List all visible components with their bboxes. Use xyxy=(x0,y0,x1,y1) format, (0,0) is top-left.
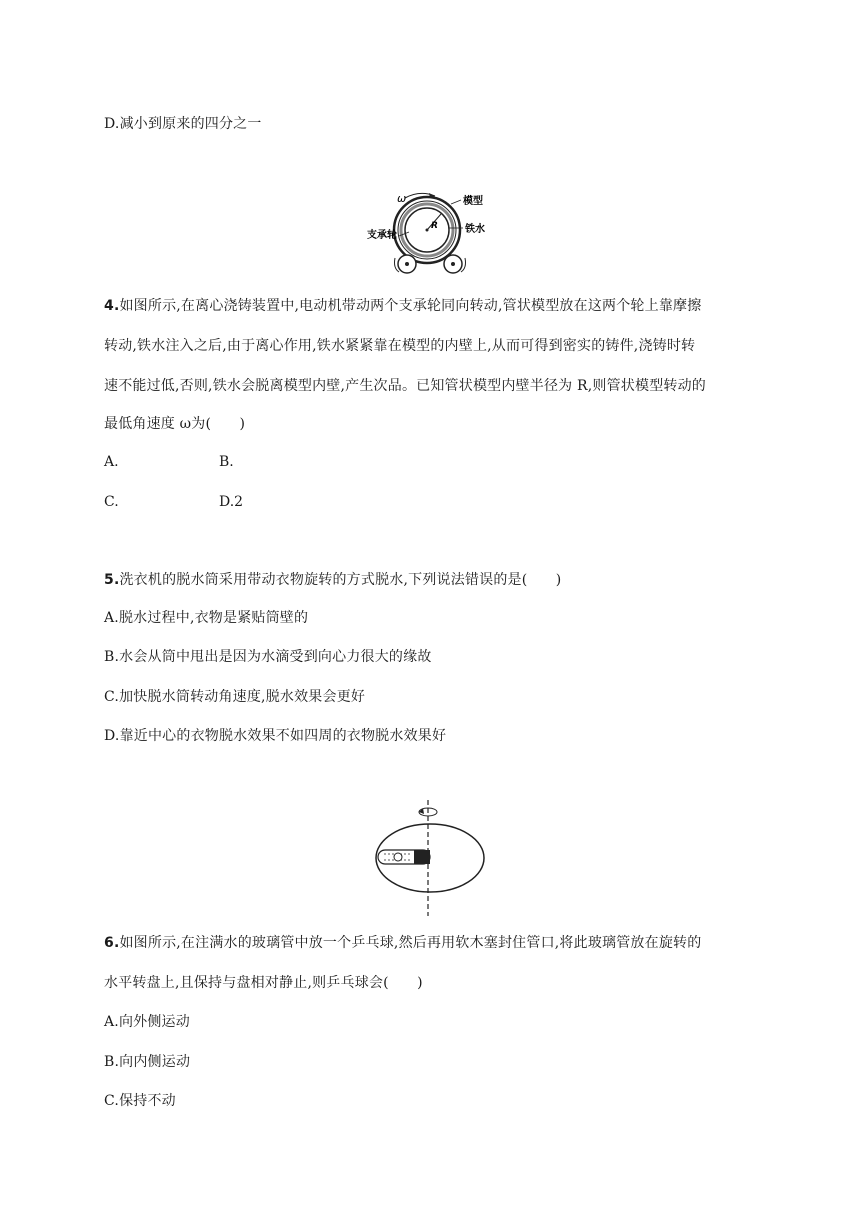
wheel-label: 支承轮 xyxy=(367,230,397,241)
omega-label: ω xyxy=(397,192,407,205)
q6-option-b: B.向内侧运动 xyxy=(104,1054,191,1070)
q4-stem-line: 如图所示,在离心浇铸装置中,电动机带动两个支承轮同向转动,管状模型放在这两个轮上靠摩擦 xyxy=(119,298,702,314)
q6-number: 6. xyxy=(104,935,120,951)
q3-option-d: D.减小到原来的四分之一 xyxy=(104,116,262,132)
iron-label: 铁水 xyxy=(465,224,485,235)
q4-option-d: D.2 xyxy=(219,494,244,510)
q6-stem-line: 如图所示,在注满水的玻璃管中放一个乒乓球,然后再用软木塞封住管口,将此玻璃管放在旋转的 xyxy=(119,935,702,951)
q6-option-a: A.向外侧运动 xyxy=(104,1014,190,1030)
q4-line-4: 最低角速度 ω为( ) xyxy=(104,416,246,432)
rotating-plate-figure xyxy=(368,798,498,918)
q6-option-c: C.保持不动 xyxy=(104,1093,176,1109)
q4-line-1 xyxy=(104,296,701,316)
q5-option-c: C.加快脱水筒转动角速度,脱水效果会更好 xyxy=(104,689,366,705)
radius-label: R xyxy=(431,221,438,231)
q5-option-b: B.水会从筒中甩出是因为水滴受到向心力很大的缘故 xyxy=(104,649,432,665)
q4-line-3: 速不能过低,否则,铁水会脱离模型内壁,产生次品。已知管状模型内壁半径为 R,则管状模型转动的 xyxy=(104,378,706,394)
q5-stem-text: 洗衣机的脱水筒采用带动衣物旋转的方式脱水,下列说法错误的是( ) xyxy=(119,572,562,588)
q5-stem xyxy=(104,570,561,590)
q4-option-a: A. xyxy=(104,454,119,470)
q5-option-d: D.靠近中心的衣物脱水效果不如四周的衣物脱水效果好 xyxy=(104,728,447,744)
q5-number: 5. xyxy=(104,572,120,588)
q6-line-1 xyxy=(104,933,701,953)
q5-option-a: A.脱水过程中,衣物是紧贴筒壁的 xyxy=(104,610,309,626)
q4-line-2: 转动,铁水注入之后,由于离心作用,铁水紧紧靠在模型的内壁上,从而可得到密实的铸件,浇铸时转 xyxy=(104,338,696,354)
q4-number: 4. xyxy=(104,298,120,314)
q4-option-c: C. xyxy=(104,494,119,510)
q4-option-b: B. xyxy=(219,454,234,470)
centrifugal-casting-figure xyxy=(365,188,505,278)
q6-line-2: 水平转盘上,且保持与盘相对静止,则乒乓球会( ) xyxy=(104,975,423,991)
model-label: 模型 xyxy=(463,196,483,207)
